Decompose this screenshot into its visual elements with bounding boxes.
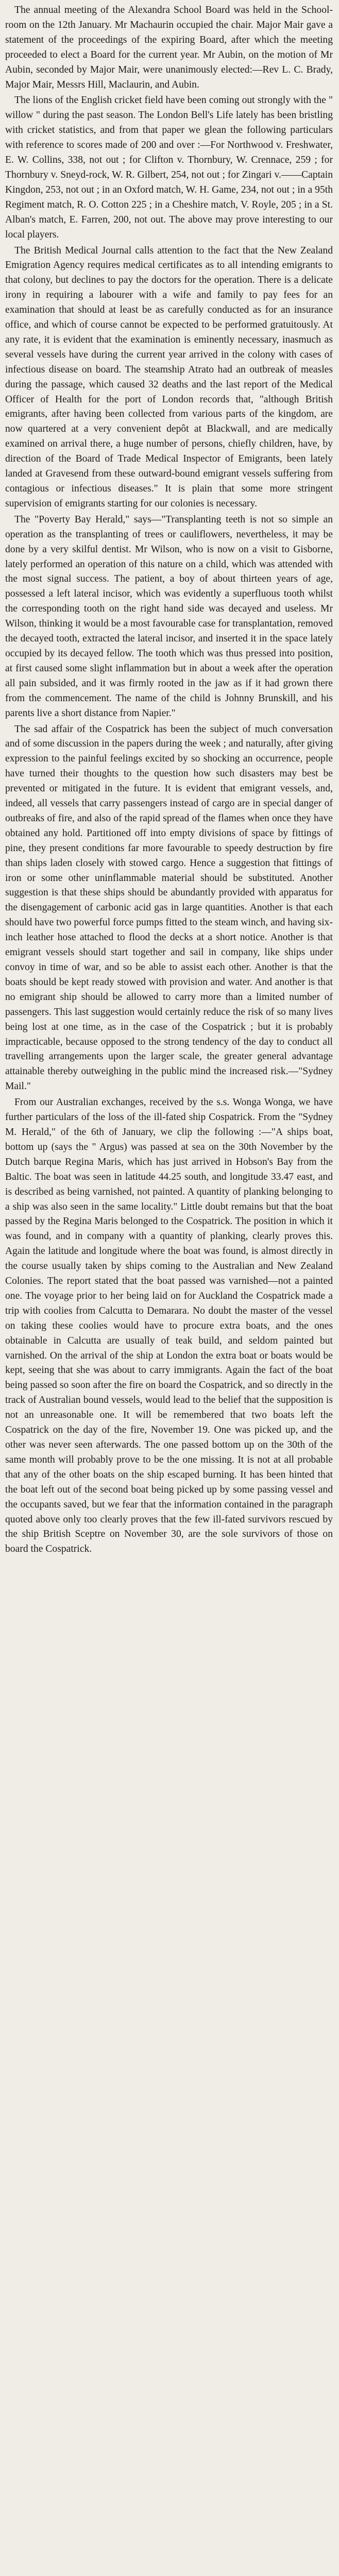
paragraph-cospatrick-boat: From our Australian exchanges, received by the s.s. Wonga Wonga, we have further particulars of the loss of the ill-fated ship Cospatrick. From the "Sydney M. Herald," of the 6th of January, we clip the following :—"A ships boat, bottom up (says the " Argus) was passed at sea on the 30th November by the Dutch barque Regina Maris, which has just arrived in Hobson's Bay from the Baltic. The boat was seen in latitude 44.25 south, and longitude 33.47 east, and is described as being varnished, not painted. A quantity of planking belonging to a ship was also seen in the same locality." Little doubt remains but that the boat passed by the Regina Maris belonged to the Cospatrick. The position in which it was found, and in company with a quantity of planking, clearly proves this. Again the latitude and longitude where the boat was found, is almost directly in the course usually taken by ships coming to the Australian and New Zealand Colonies. The report stated that the boat passed was varnished—not a painted one. The voyage prior to her being laid on for Auckland the Cospatrick made a trip with coolies from Calcutta to Demarara. No doubt the master of the vessel on taking these coolies would have to procure extra boats, and the ones obtainable in Calcutta are usually of teak build, and seldom painted but varnished. On the arrival of the ship at London the extra boat or boats would be kept, seeing that she was about to carry immigrants. Again the fact of the boat being passed so soon after the fire on board the Cospatrick, and so directly in the track of Australian bound vessels, would lead to the belief that the supposition is not an unreasonable one. It will be remembered that two boats left the Cospatrick on the day of the fire, November 19. One was picked up, and the other was never seen afterwards. The one passed bottom up on the 30th of the same month will probably prove to be the one missing. It is not at all probable that any of the other boats on the ship escaped burning. It has been hinted that the boat left out of the second boat being picked up by some passing vessel and the occupants saved, but we fear that the information contained in the paragraph quoted above only too clearly proves that the few ill-fated survivors rescued by the ship British Sceptre on November 30, are the sole survivors of those on board the Cospatrick.	[5, 1097, 333, 1555]
paragraph-cricket: The lions of the English cricket field have been coming out strongly with the " willow " during the past season. The London Bell's Life lately has been bristling with cricket statistics, and from that paper we glean the following particulars with reference to scores made of 200 and over :—For Northwood v. Freshwater, E. W. Collins, 338, not out ; for Clifton v. Thornbury, W. Crennace, 259 ; for Thornbury v. Sneyd-rock, W. R. Gilbert, 254, not out ; for Zingari v.——Captain Kingdon, 253, not out ; in an Oxford match, W. H. Game, 234, not out ; in a 95th Regiment match, R. O. Cotton 225 ; in a Cheshire match, V. Royle, 205 ; in a St. Alban's match, E. Farren, 200, not out. The above may prove interesting to our local players.	[5, 95, 333, 240]
article-column	[5, 3, 333, 1557]
paragraph-school-board: The annual meeting of the Alexandra School Board was held in the School-room on the 12th January. Mr Machaurin occupied the chair. Major Mair gave a statement of the proceedings of the expiring Board, after which the meeting proceeded to elect a Board for the current year. Mr Aubin, on the motion of Mr Aubin, seconded by Major Mair, were unanimously elected:—Rev L. C. Brady, Major Mair, Messrs Hill, Maclaurin, and Aubin.	[5, 5, 333, 90]
paragraph-teeth-transplant: The "Poverty Bay Herald," says—"Transplanting teeth is not so simple an operation as the transplanting of trees or cauliflowers, nevertheless, it may be done by a very skilful dentist. Mr Wilson, who is now on a visit to Gisborne, lately performed an operation of this nature on a child, which was attended with the most signal success. The patient, a boy of about thirteen years of age, possessed a left lateral incisor, which was evidently a superfluous tooth whilst the corresponding tooth on the right hand side was decayed and useless. Mr Wilson, thinking it would be a most favourable case for transplantation, removed the decayed tooth, extracted the lateral incisor, and inserted it in the space lately occupied by its decayed fellow. The tooth which was thus pressed into position, at first caused some slight inflammation but in about a week after the operation all pain subsided, and it was firmly rooted in the jaw as if it had grown there from the commencement. The name of the child is Johnny Brunskill, and his parents live a short distance from Napier."	[5, 514, 333, 719]
paragraph-medical-journal: The British Medical Journal calls attention to the fact that the New Zealand Emigration Agency requires medical certificates as to all intending emigrants to that colony, but declines to pay the doctors for the operation. There is a delicate irony in requiring a labourer with a wife and family to pay fees for an examination that should at least be as carefully conducted as for an insurance office, and which of course cannot be expected to be performed gratuitously. At any rate, it is evident that the examination is eminently necessary, inasmuch as several vessels have during the current year arrived in the colony with cases of infectious disease on board. The steamship Atrato had an outbreak of measles during the passage, which caused 32 deaths and the last report of the Medical Officer of Health for the port of London records that, "although British emigrants, after having been collected from various parts of the kingdom, are now quartered at a very convenient depôt at Blackwall, and are medically examined on arrival there, a huge number of persons, chiefly children, have, by direction of the Board of Trade Medical Inspector of Emigrants, been lately landed at Gravesend from these outward-bound emigrant vessels suffering from contagious or infectious diseases." It is plain that some more stringent supervision of emigrants starting for our colonies is necessary.	[5, 245, 333, 509]
paragraph-cospatrick-fire-safety: The sad affair of the Cospatrick has been the subject of much conversation and of some discussion in the papers during the week ; and naturally, after giving expression to the painful feelings excited by so shocking an occurrence, people have turned their thoughts to the question how such disasters may best be prevented or mitigated in the future. It is evident that emigrant vessels, and, indeed, all vessels that carry passengers instead of cargo are in special danger of outbreaks of fire, and also of the rapid spread of the flames when once they have obtained any hold. Partitioned off into empty divisions of space by fittings of pine, they present conditions far more favourable to speedy destruction by fire than ships laden closely with stowed cargo. Hence a suggestion that fittings of iron or some other uninflammable material should be substituted. Another suggestion is that these ships should be abundantly provided with apparatus for the disengagement of carbonic acid gas in large quantities. Another is that each should have two powerful force pumps fitted to the steam winch, and having six-inch leather hose attached to flood the decks at a short notice. Another is that emigrant vessels should start together and sail in company, like ships under convoy in time of war, and so be able to assist each other. Another is that the boats should be kept ready stowed with provision and water. And another is that no emigrant ship should be allowed to carry more than a limited number of passengers. This last suggestion would certainly reduce the risk of so many lives being lost at one time, as in the case of the Cospatrick ; but it is probably impracticable, because opposed to the strong tendency of the day to conduct all travelling arrangements upon the larger scale, the greater general advantage attainable thereby outweighing in the public mind the increased risk.—"Sydney Mail."	[5, 723, 333, 1092]
